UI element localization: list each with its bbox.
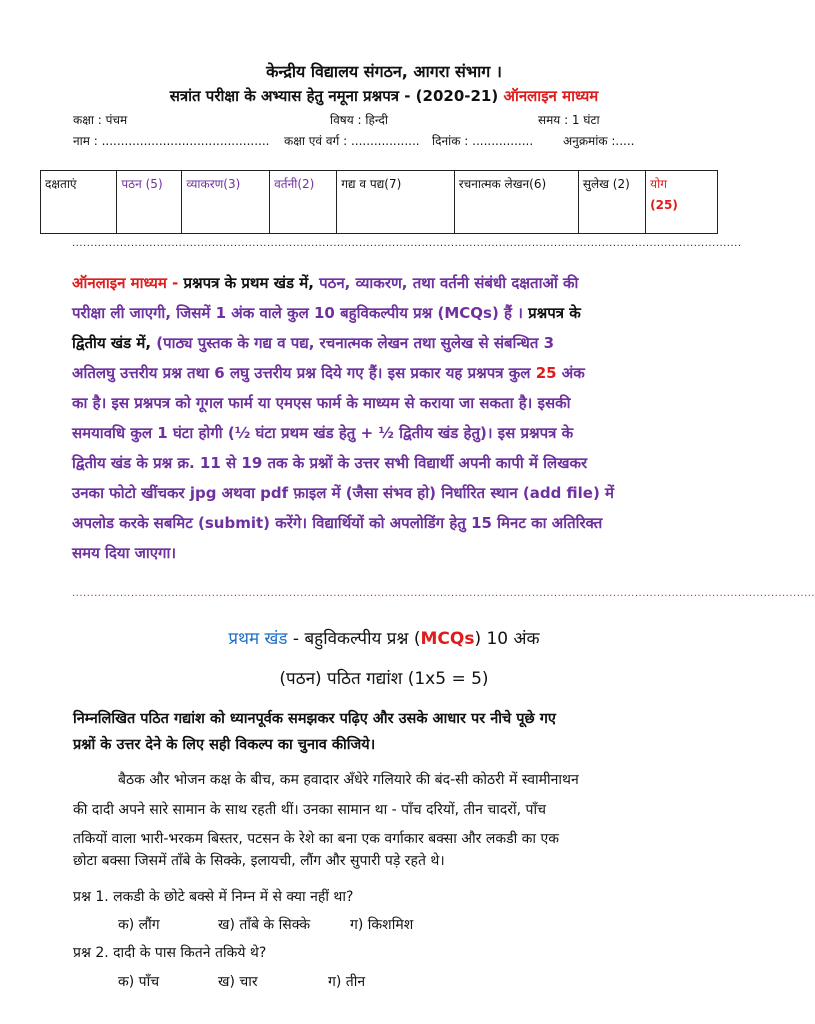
separator-dots: ...................................................................................................................................................................................... bbox=[72, 238, 742, 249]
passage-instruction: निम्नलिखित पठित गद्यांश को ध्यानपूर्वक समझकर पढ़िए और उसके आधार पर नीचे पूछे गए bbox=[73, 711, 556, 727]
instruction-segment: समयावधि कुल 1 घंटा होगी (½ घंटा प्रथम खंड हेतु + ½ द्वितीय खंड हेतु)। इस प्रश्नपत्र के bbox=[72, 424, 574, 442]
instruction-segment: द्वितीय खंड में, bbox=[72, 334, 157, 352]
school-title: केन्द्रीय विद्यालय संगठन, आगरा संभाग । bbox=[266, 62, 502, 81]
question-text: प्रश्न 2. दादी के पास कितने तकिये थे? bbox=[73, 945, 267, 961]
instruction-line bbox=[72, 358, 712, 388]
instruction-segment: पठन, व्याकरण, तथा वर्तनी संबंधी दक्षताओं की bbox=[319, 274, 579, 292]
section-title-mid: - बहुविकल्पीय प्रश्न ( bbox=[287, 629, 421, 649]
class-section-field: कक्षा एवं वर्ग : .................. bbox=[284, 134, 420, 148]
question-option: ख) ताँबे के सिक्के bbox=[218, 917, 311, 933]
passage-line: बैठक और भोजन कक्ष के बीच, कम हवादार अँधेरे गलियारे की बंद-सी कोठरी में स्वामीनाथन bbox=[118, 772, 579, 788]
section-heading bbox=[0, 626, 768, 649]
instruction-segment: का है। इस प्रश्नपत्र को गूगल फार्म या एमएस फार्म के माध्यम से कराया जा सकता है। इसकी bbox=[72, 394, 571, 412]
passage-line: छोटा बक्सा जिसमें ताँबे के सिक्के, इलायची, लौंग और सुपारी पड़े रहते थे। bbox=[73, 853, 445, 869]
instruction-line bbox=[72, 388, 712, 418]
question-option: क) पाँच bbox=[118, 974, 160, 990]
exam-mode: ऑनलाइन माध्यम bbox=[503, 87, 599, 105]
section-subtitle: (पठन) पठित गद्यांश (1x5 = 5) bbox=[279, 669, 489, 689]
competency-table bbox=[40, 170, 718, 234]
instructions bbox=[72, 268, 712, 568]
instruction-segment: अपलोड करके सबमिट (submit) करेंगे। विद्यार्थियों को अपलोडिंग हेतु 15 मिनट का अतिरिक्त bbox=[72, 514, 603, 532]
instruction-segment: प्रश्नपत्र के प्रथम खंड में, bbox=[183, 274, 320, 292]
question-option: ग) तीन bbox=[328, 974, 366, 990]
instruction-line bbox=[72, 418, 712, 448]
question-option: ख) चार bbox=[218, 974, 258, 990]
passage-instruction: प्रश्नों के उत्तर देने के लिए सही विकल्प का चुनाव कीजिये। bbox=[73, 737, 376, 753]
date-field: दिनांक : ................ bbox=[432, 134, 534, 148]
instruction-segment: उनका फोटो खींचकर jpg अथवा pdf फ़ाइल में (जैसा संभव हो) निर्धारित स्थान (add file) में bbox=[72, 484, 615, 502]
instruction-segment: 25 bbox=[535, 364, 557, 382]
roll-field: अनुक्रमांक :..... bbox=[563, 134, 635, 148]
instruction-segment: प्रश्नपत्र के bbox=[528, 304, 581, 322]
total-value: (25) bbox=[650, 198, 678, 212]
question-option: क) लौंग bbox=[118, 917, 160, 933]
instruction-line bbox=[72, 268, 712, 298]
instruction-segment: द्वितीय खंड के प्रश्न क्र. 11 से 19 तक के प्रश्नों के उत्तर सभी विद्यार्थी अपनी कापी में लिखकर bbox=[72, 454, 588, 472]
instruction-line bbox=[72, 448, 712, 478]
section-title: प्रथम खंड bbox=[228, 629, 288, 649]
mcq-label: MCQs bbox=[420, 629, 475, 649]
instruction-line bbox=[72, 478, 712, 508]
instruction-segment: ऑनलाइन माध्यम - bbox=[72, 274, 184, 292]
passage-line: की दादी अपने सारे सामान के साथ रहती थीं। उनका सामान था - पाँच दरियों, तीन चादरों, पाँच bbox=[73, 802, 547, 818]
section-title-end: ) 10 अंक bbox=[474, 629, 540, 649]
instruction-line bbox=[72, 298, 712, 328]
instruction-segment: परीक्षा ली जाएगी, जिसमें 1 अंक वाले कुल 10 बहुविकल्पीय प्रश्न (MCQs) हैं । bbox=[72, 304, 529, 322]
question-option: ग) किशमिश bbox=[350, 917, 414, 933]
competency-cell: व्याकरण(3) bbox=[182, 171, 270, 234]
exam-title bbox=[0, 86, 768, 106]
passage-line: तकियों वाला भारी-भरकम बिस्तर, पटसन के रेशे का बना एक वर्गाकार बक्सा और लकडी का एक bbox=[73, 831, 559, 847]
time-field: समय : 1 घंटा bbox=[538, 113, 600, 127]
table-row bbox=[41, 171, 718, 234]
instruction-segment: अंक bbox=[556, 364, 585, 382]
competency-cell: गद्य व पद्य(7) bbox=[337, 171, 454, 234]
class-field: कक्षा : पंचम bbox=[73, 113, 128, 127]
instruction-line bbox=[72, 538, 712, 568]
instruction-segment: (पाठ्य पुस्तक के गद्य व पद्य, रचनात्मक लेखन तथा सुलेख से संबन्धित 3 bbox=[156, 334, 555, 352]
name-field: नाम : ............................................ bbox=[73, 134, 270, 148]
instruction-segment: अतिलघु उत्तरीय प्रश्न तथा 6 लघु उत्तरीय प्रश्न दिये गए हैं। इस प्रकार यह प्रश्नपत्र कुल bbox=[72, 364, 536, 382]
competency-cell: वर्तनी(2) bbox=[270, 171, 337, 234]
competency-cell: सुलेख (2) bbox=[578, 171, 645, 234]
competency-cell: पठन (5) bbox=[117, 171, 182, 234]
competency-label: दक्षताएं bbox=[41, 171, 117, 234]
instruction-line bbox=[72, 508, 712, 538]
question-text: प्रश्न 1. लकडी के छोटे बक्से में निम्न में से क्या नहीं था? bbox=[73, 889, 354, 905]
exam-title-prefix: सत्रांत परीक्षा के अभ्यास हेतु नमूना प्रश्नपत्र - (2020-21) bbox=[169, 87, 499, 105]
competency-total bbox=[646, 171, 718, 234]
instruction-segment: समय दिया जाएगा। bbox=[72, 544, 177, 562]
competency-cell: रचनात्मक लेखन(6) bbox=[454, 171, 578, 234]
total-label: योग bbox=[650, 177, 667, 191]
separator-dots-red: .......................................................................................................................................................................................................... bbox=[72, 588, 815, 599]
instruction-line bbox=[72, 328, 712, 358]
subject-field: विषय : हिन्दी bbox=[330, 113, 389, 127]
